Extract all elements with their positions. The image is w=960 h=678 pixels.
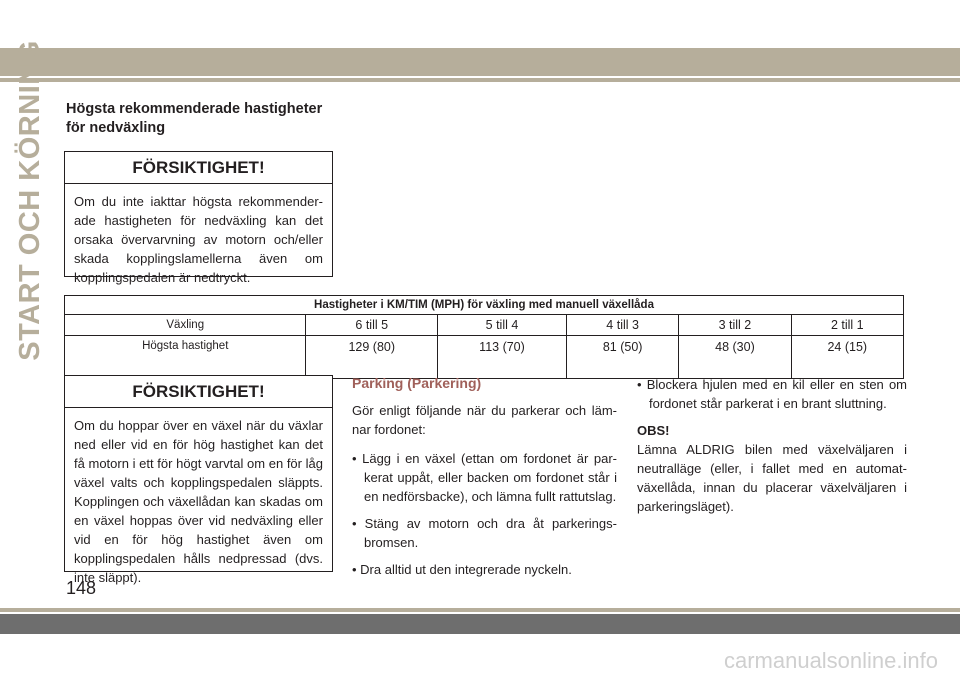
table-header-cell: 6 till 5 [306,315,438,336]
list-item: • Dra alltid ut den integrerade nyckeln. [352,562,572,577]
parking-title: Parking (Parkering) [352,375,482,391]
table-row [65,336,904,379]
section-heading: Högsta rekommenderade hastigheter för nedväxling [66,101,323,136]
bottom-band [0,614,960,634]
downshift-speed-table [64,295,904,379]
table-caption-row [65,296,904,315]
list-item: • Blockera hjulen med en kil eller en sten om fordonet står parkerat i en brant sluttning. [637,377,907,411]
caution-box-2 [64,375,333,585]
table-cell: 48 (30) [679,336,791,379]
list-item: • Stäng av motorn och dra åt parkeringsbromsen. [352,516,617,550]
table-header-cell: Växling [65,315,306,336]
table-cell: 24 (15) [791,336,903,379]
top-band-line [0,78,960,82]
table-header-cell: 5 till 4 [438,315,567,336]
table-header-cell: 2 till 1 [791,315,903,336]
watermark: carmanualsonline.info [723,648,938,673]
page-number: 148 [66,578,97,598]
parking-column [352,375,617,587]
note-label: OBS! [637,423,670,438]
caution-body-2: Om du hoppar över en växel när du växlar ned eller vid en för hög hastighet kan det få motorn i ett för högt varvtal om en för låg växel valts och kopplingspedalen släppts. Kopplingen och växellådan kan skadas om en växel hoppas över vid nedväxling eller vid en för hög hastighet även om kopplingspedalen hålls nedpressad (dvs. inte släppt). [74,418,323,585]
table-cell: 81 (50) [566,336,678,379]
table-caption: Hastigheter i KM/TIM (MPH) för växling med manuell växellåda [65,296,904,315]
top-band [0,48,960,76]
parking-column-continued [637,375,907,526]
caution-body-1: Om du inte iakttar högsta rekommenderade hastigheten för nedväxling kan det orsaka övervarvning av motorn och/eller skada kopplingslamellerna även om kopplingspedalen är nedtryckt. [74,194,323,285]
caution-box-1 [64,151,333,285]
table-row-label: Högsta hastighet [65,336,306,379]
caution-title-2: FÖRSIKTIGHET! [65,376,332,408]
bottom-band-line [0,608,960,612]
section-side-label-text: START OCH KÖRNING [13,39,46,361]
note-text: Lämna ALDRIG bilen med växelväljaren i neutralläge (eller, i fallet med en automatväxellåda, innan du placerar växelväljaren i parkeringsläget). [637,442,907,514]
table-header-row [65,315,904,336]
table-cell: 129 (80) [306,336,438,379]
table-header-cell: 3 till 2 [679,315,791,336]
table-cell: 113 (70) [438,336,567,379]
table-header-cell: 4 till 3 [566,315,678,336]
section-side-label [10,39,50,361]
parking-intro: Gör enligt följande när du parkerar och lämnar fordonet: [352,403,617,437]
caution-title-1: FÖRSIKTIGHET! [65,152,332,184]
list-item: • Lägg i en växel (ettan om fordonet är parkerat uppåt, eller backen om fordonet står i en nedförsbacke), och lämna fullt rattutslag. [352,451,617,504]
